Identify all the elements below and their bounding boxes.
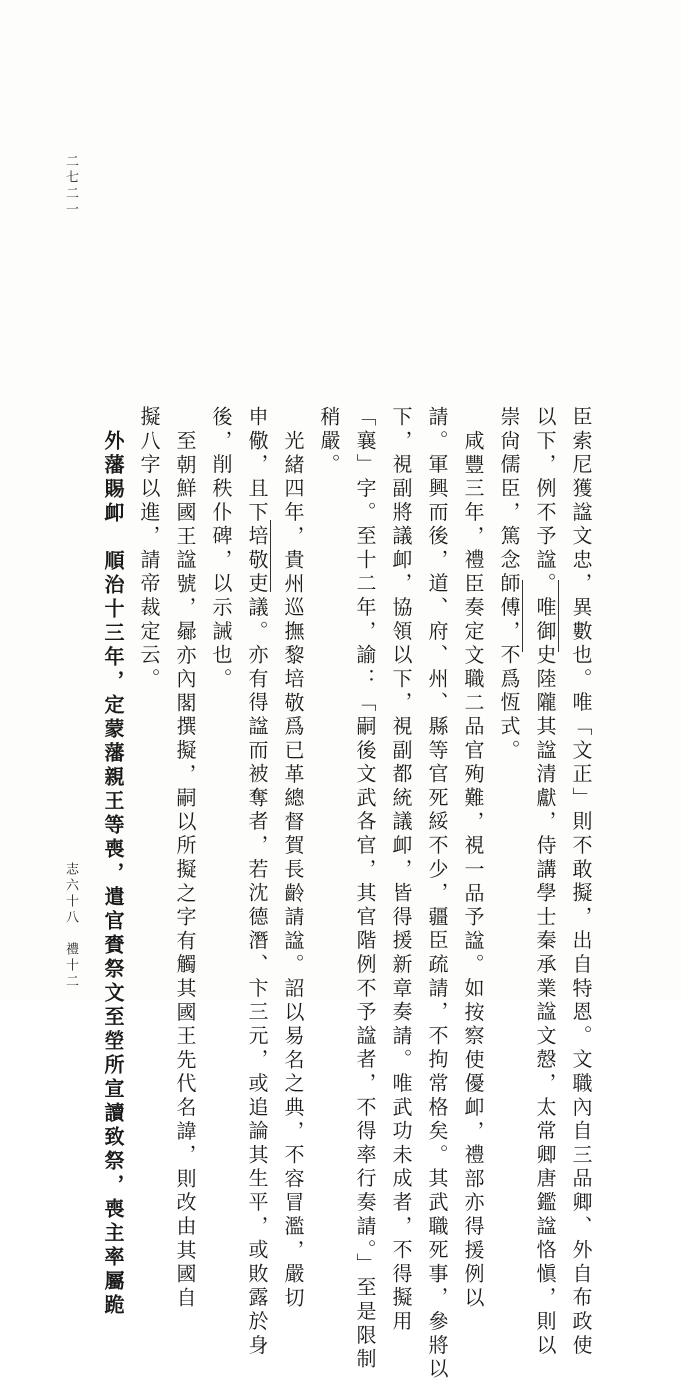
proper-name-underline — [558, 580, 559, 652]
text-column-5: 請。軍興而後，道、府、州、縣等官死綏不少，疆臣疏請，不拘常格矣。其武職死事，參將以 — [425, 406, 449, 1382]
proper-name-underline — [522, 580, 523, 652]
running-head: 志六十八 禮十二 — [63, 862, 78, 990]
text-column-10: 申儆，且下培敬吏議。亦有得諡而被奪者，若沈德潛、卞三元，或追論其生平，或敗露於身 — [245, 406, 269, 1358]
text-column-12: 至朝鮮國王諡號，曏亦內閣撰擬，嗣以所擬之字有觸其國王先代名諱，則改由其國自 — [173, 430, 197, 1311]
page-number: 二七二一 — [63, 154, 78, 218]
text-column-8: 稍嚴。 — [317, 406, 341, 478]
text-column-7: 「襄」字。至十二年，諭：「嗣後文武各官，其官階例不予諡者，不得率行奏請。」至是限制 — [353, 406, 377, 1372]
text-column-11: 後，削秩仆碑，以示誡也。 — [209, 406, 233, 692]
text-column-13: 擬八字以進，請帝裁定云。 — [137, 406, 161, 692]
text-column-3: 崇尙儒臣，篤念師傅，不爲恆式。 — [497, 406, 521, 763]
proper-name-underline — [270, 520, 271, 592]
text-column-1: 臣索尼獲諡文忠，異數也。唯「文正」則不敢擬，出自特恩。文職內自三品卿、外自布政使 — [569, 406, 593, 1358]
section-heading-column: 外藩賜卹 順治十三年，定蒙藩親王等喪，遣官賚祭文至塋所宣讀致祭，喪主率屬跪 — [101, 430, 125, 1318]
text-column-9: 光緒四年，貴州巡撫黎培敬爲已革總督賀長齡請諡。詔以易名之典，不容冒濫，嚴切 — [281, 430, 305, 1311]
text-column-2: 以下，例不予諡。唯御史陸隴其諡清獻，侍講學士秦承業諡文慤，太常卿唐鑑諡恪愼，則以 — [533, 406, 557, 1358]
text-column-4: 咸豐三年，禮臣奏定文職二品官殉難，視一品予諡。如按察使優卹，禮部亦得援例以 — [461, 430, 485, 1311]
text-column-6: 下，視副將議卹，協領以下，視副都統議卹，皆得援新章奏請。唯武功未成者，不得擬用 — [389, 406, 413, 1335]
